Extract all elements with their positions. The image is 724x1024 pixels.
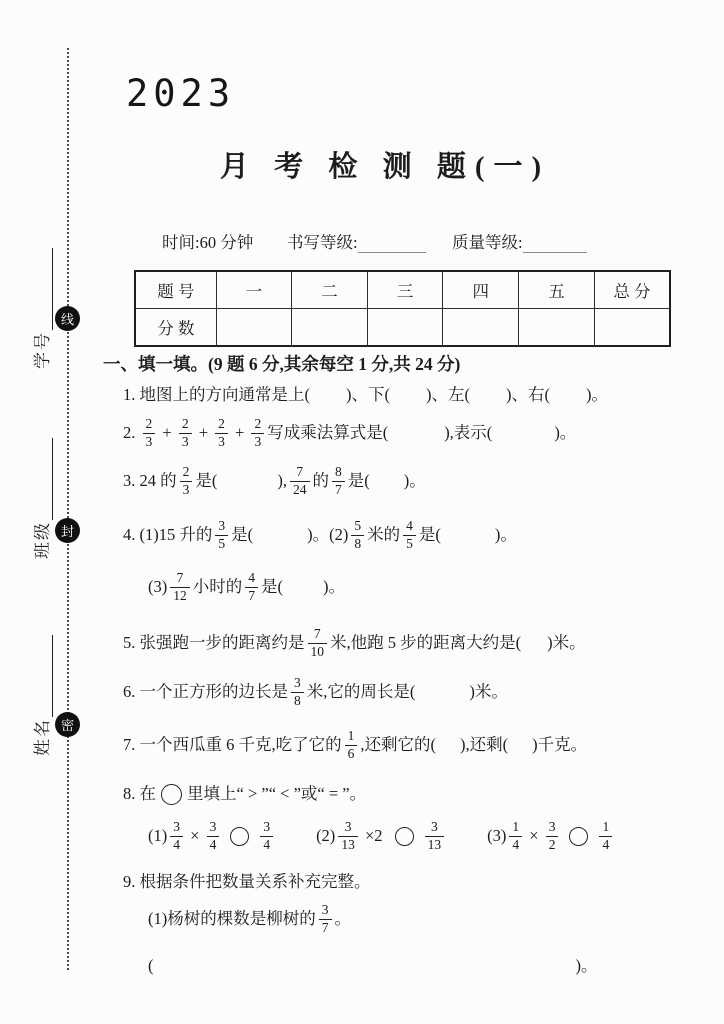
writing-grade-label (287, 229, 426, 253)
score-row-label: 分 数 (135, 309, 216, 347)
comparison-circle (230, 827, 249, 846)
writing-grade-text: 书写等级: (287, 233, 358, 252)
fraction: $\frac{2}{3}$ (251, 417, 264, 449)
score-table-score-row (135, 309, 670, 347)
fraction: $\frac{2}{3}$ (180, 465, 193, 497)
seal-stamp-seal (55, 518, 80, 543)
answer-blank-space (154, 966, 576, 967)
quality-grade-text: 质量等级: (452, 233, 523, 252)
question-9-answer-blank: ( )。 (148, 956, 598, 975)
answer-blank-space (550, 395, 586, 396)
seal-stamp-secret (55, 712, 80, 737)
answer-blank-space (310, 395, 346, 396)
answer-blank-space (253, 535, 307, 536)
fraction: $\frac{1}{4}$ (599, 820, 612, 852)
student-id-label-text: 学号 (33, 331, 52, 369)
score-cell (594, 309, 670, 347)
question-3: 3. 24 的 $\frac{2}{3}$ 是( ), $\frac{7}{24}$ 的 $\frac{8}{7}$ 是( )。 (123, 464, 426, 498)
question-4-part-3: (3) $\frac{7}{12}$ 小时的 $\frac{4}{7}$ 是( )。 (148, 570, 345, 604)
score-cell (367, 309, 443, 347)
answer-blank-space (441, 535, 495, 536)
seal-char: 密 (60, 718, 74, 733)
question-9: 9. 根据条件把数量关系补充完整。 (123, 872, 371, 891)
score-header-cell: 总 分 (594, 271, 670, 309)
answer-blank-space (436, 745, 460, 746)
answer-blank-space (470, 395, 506, 396)
student-id-blank-line (49, 248, 53, 330)
question-8: 8. 在 里填上“ > ”“ < ”或“ = ”。 (123, 784, 367, 804)
fraction: $\frac{3}{4}$ (170, 820, 183, 852)
answer-blank-space (521, 643, 547, 644)
score-table-header-row (135, 271, 670, 309)
fraction: $\frac{2}{3}$ (215, 417, 228, 449)
fraction: $\frac{3}{4}$ (207, 820, 220, 852)
question-7: 7. 一个西瓜重 6 千克,吃了它的 $\frac{1}{6}$ ,还剩它的( ),还剩( )千克。 (123, 728, 588, 762)
answer-blank-space (415, 692, 469, 693)
score-header-cell: 二 (292, 271, 368, 309)
answer-blank-space (217, 481, 277, 482)
fraction: $\frac{8}{7}$ (332, 465, 345, 497)
question-8-item-1: (1) $\frac{3}{4}$ × $\frac{3}{4}$ $\frac{3}{4}$ (148, 820, 276, 852)
seal-char: 线 (60, 312, 74, 327)
name-label (15, 628, 53, 756)
fraction: $\frac{4}{7}$ (245, 571, 258, 603)
question-2: 2. $\frac{2}{3}$ + $\frac{2}{3}$ + $\frac{2}{3}$ + $\frac{2}{3}$ 写成乘法算式是( ),表示( )。 (123, 416, 577, 450)
answer-blank-space (508, 745, 532, 746)
score-header-cell: 四 (443, 271, 519, 309)
fraction: $\frac{7}{24}$ (290, 465, 310, 497)
question-1: 1. 地图上的方向通常是上( )、下( )、左( )、右( )。 (123, 385, 608, 404)
fraction: $\frac{3}{2}$ (546, 820, 559, 852)
question-8-sub-items (148, 820, 655, 852)
fraction: $\frac{1}{4}$ (509, 820, 522, 852)
fraction: $\frac{1}{6}$ (345, 729, 358, 761)
score-cell (443, 309, 519, 347)
time-limit-label: 时间:60 分钟 (162, 233, 254, 252)
seal-dotted-line (67, 48, 69, 970)
question-8-item-3: (3) $\frac{1}{4}$ × $\frac{3}{2}$ $\frac{1}{4}$ (487, 820, 615, 852)
question-6: 6. 一个正方形的边长是 $\frac{3}{8}$ 米,它的周长是( )米。 (123, 675, 508, 709)
page-title: 月 考 检 测 题(一) (219, 151, 551, 183)
student-id-label (15, 241, 53, 369)
score-header-cell: 一 (216, 271, 292, 309)
fraction: $\frac{7}{10}$ (308, 627, 328, 659)
score-cell (519, 309, 595, 347)
fraction: $\frac{3}{13}$ (425, 820, 445, 852)
answer-blank-space (390, 395, 426, 396)
quality-grade-blank (523, 237, 587, 253)
question-8-item-2: (2) $\frac{3}{13}$ ×2 $\frac{3}{13}$ (316, 820, 447, 852)
score-cell (216, 309, 292, 347)
class-label-text: 班级 (33, 521, 52, 559)
fraction: $\frac{2}{3}$ (143, 417, 156, 449)
score-header-cell: 题 号 (135, 271, 216, 309)
score-table (134, 270, 671, 347)
comparison-circle (569, 827, 588, 846)
score-header-cell: 五 (519, 271, 595, 309)
comparison-circle (395, 827, 414, 846)
answer-blank-space (388, 433, 444, 434)
question-5: 5. 张强跑一步的距离约是 $\frac{7}{10}$ 米,他跑 5 步的距离大约是( )米。 (123, 626, 586, 660)
year-stamp: 2023 (126, 72, 236, 115)
answer-blank-space (492, 433, 554, 434)
writing-grade-blank (358, 237, 426, 253)
score-header-cell: 三 (367, 271, 443, 309)
name-label-text: 姓名 (33, 718, 52, 756)
fraction: $\frac{3}{4}$ (260, 820, 273, 852)
class-label (15, 431, 53, 559)
answer-blank-space (283, 587, 323, 588)
fraction: $\frac{5}{8}$ (351, 519, 364, 551)
seal-char: 封 (60, 524, 74, 539)
fraction: $\frac{3}{5}$ (215, 519, 228, 551)
quality-grade-label (452, 229, 587, 253)
fraction: $\frac{3}{7}$ (319, 903, 332, 935)
score-cell (292, 309, 368, 347)
question-4-part-1-2: 4. (1)15 升的 $\frac{3}{5}$ 是( )。(2) $\frac{5}{8}$ 米的 $\frac{4}{5}$ 是( )。 (123, 518, 517, 552)
fraction: $\frac{3}{8}$ (291, 676, 304, 708)
seal-stamp-line (55, 306, 80, 331)
fraction: $\frac{2}{3}$ (179, 417, 192, 449)
question-9-part-1: (1)杨树的棵数是柳树的 $\frac{3}{7}$ 。 (148, 902, 351, 936)
section-1-heading: 一、填一填。(9 题 6 分,其余每空 1 分,共 24 分) (103, 354, 461, 374)
name-blank-line (49, 635, 53, 717)
fraction: $\frac{7}{12}$ (170, 571, 190, 603)
fraction: $\frac{3}{13}$ (338, 820, 358, 852)
fraction: $\frac{4}{5}$ (403, 519, 416, 551)
comparison-circle (161, 784, 182, 805)
answer-blank-space (370, 481, 404, 482)
class-blank-line (49, 438, 53, 520)
